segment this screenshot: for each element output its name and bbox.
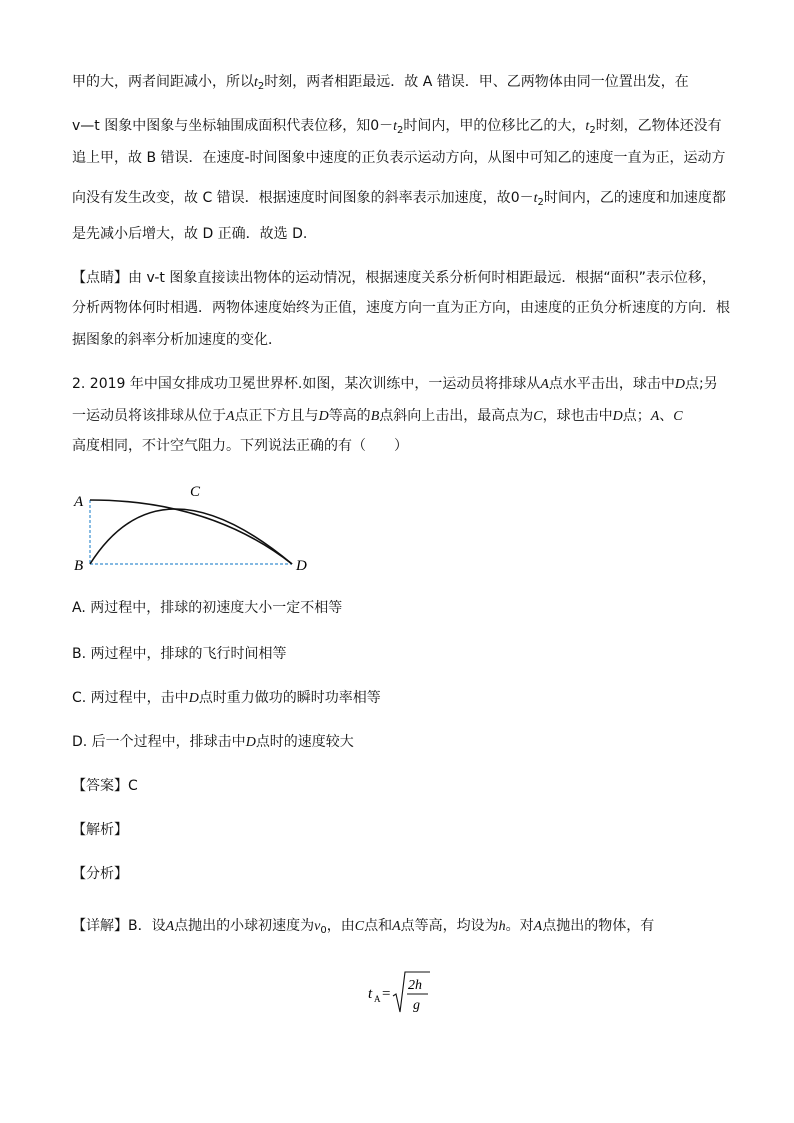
- formula-t: t: [368, 986, 373, 1002]
- detail-line: 【详解】B．设A点抛出的小球初速度为$v_0$，由C点和A点等高，均设为h。对A点抛出的物体，有: [72, 918, 655, 936]
- analysis-label: 【解析】: [72, 822, 128, 838]
- detail-label: 【详解】: [72, 918, 128, 934]
- fenxi-label: 【分析】: [72, 866, 128, 882]
- formula-svg: [366, 968, 436, 1020]
- option-c: C. 两过程中，击中D点时重力做功的瞬时功率相等: [72, 690, 381, 706]
- formula-equals: =: [382, 986, 391, 1002]
- formula-ta: [366, 968, 436, 1025]
- solution-line-5: 是先减小后增大，故 D 正确．故选 D.: [72, 226, 308, 242]
- point-label-c: C: [190, 484, 201, 500]
- answer-value: C: [128, 778, 138, 794]
- solution-line-2: v—t 图象中图象与坐标轴围成面积代表位移，知$0-t_2$时间内，甲的位移比乙的大，$t_2$时刻，乙物体还没有: [72, 118, 722, 136]
- solution-line-4: 向没有发生改变，故 C 错误．根据速度时间图象的斜率表示加速度，故$0-t_2$时间内，乙的速度和加速度都: [72, 190, 726, 208]
- comment-line-3: 据图象的斜率分析加速度的变化．: [72, 332, 282, 348]
- question-line-2: 一运动员将该排球从位于A点正下方且与D等高的B点斜向上击出，最高点为C，球也击中D点；A、C: [72, 408, 683, 424]
- option-d: D. 后一个过程中，排球击中D点时的速度较大: [72, 734, 354, 750]
- formula-subscript: A: [374, 994, 381, 1004]
- answer-line: [72, 776, 138, 796]
- trajectory-figure: [60, 474, 330, 584]
- comment-line-1: 【点睛】由 v-t 图象直接读出物体的运动情况，根据速度关系分析何时相距最远．根据“面积”表示位移，: [72, 270, 716, 286]
- question-line-3: 高度相同，不计空气阻力。下列说法正确的有（ ）: [72, 438, 408, 454]
- formula-denominator: g: [413, 998, 420, 1013]
- solution-line-1: 甲的大，两者间距减小，所以$t_2$时刻，两者相距最远．故 A 错误．甲、乙两物体由同一位置出发，在: [72, 74, 689, 92]
- solution-line-3: 追上甲，故 B 错误．在速度-时间图象中速度的正负表示运动方向，从图中可知乙的速度一直为正，运动方: [72, 150, 726, 166]
- answer-label: 【答案】: [72, 778, 128, 794]
- trajectory-b-to-d: [90, 509, 292, 564]
- comment-label: 【点睛】: [72, 270, 128, 286]
- comment-line-2: 分析两物体何时相遇．两物体速度始终为正值，速度方向一直为正方向，由速度的正负分析速度的方向．根: [72, 300, 730, 316]
- formula-numerator: 2h: [408, 978, 422, 993]
- option-a: A. 两过程中，排球的初速度大小一定不相等: [72, 600, 343, 616]
- option-b: B. 两过程中，排球的飞行时间相等: [72, 646, 287, 662]
- point-label-d: D: [296, 558, 307, 574]
- question-line-1: 2. 2019 年中国女排成功卫冕世界杯.如图，某次训练中，一运动员将排球从A点水平击出，球击中D点;另: [72, 376, 718, 392]
- point-label-b: B: [74, 558, 84, 574]
- point-label-a: A: [74, 494, 84, 510]
